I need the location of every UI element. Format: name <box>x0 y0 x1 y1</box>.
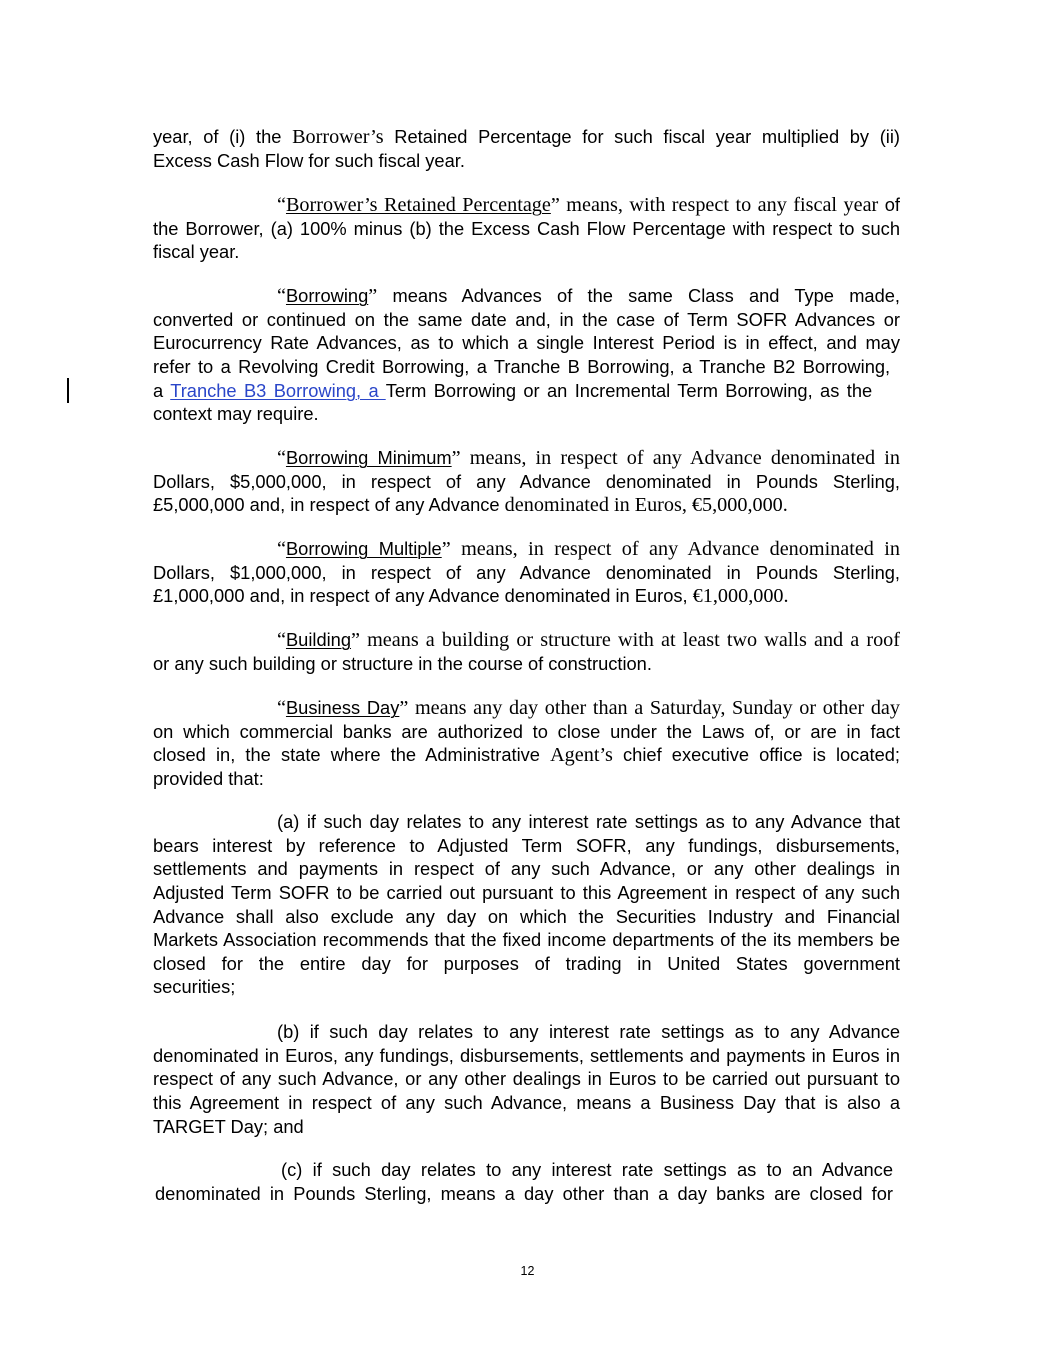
text-line: the Borrower, (a) 100% minus (b) the Excess Cash Flow Percentage with respect to such <box>153 217 900 239</box>
open-quote: “ <box>277 538 286 561</box>
page-number: 12 <box>520 1264 535 1278</box>
defined-term: Business Day <box>285 697 400 719</box>
text-line <box>153 446 900 470</box>
text-line: Adjusted Term SOFR to be carried out pursuant to this Agreement in respect of any such <box>153 881 900 903</box>
text-segment: Agent’s <box>550 744 613 767</box>
text-line: respect of any such Advance, or any other dealings in Euros to be carried out pursuant to <box>153 1068 900 1090</box>
text-line: Dollars, $1,000,000, in respect of any Advance denominated in Pounds Sterling, <box>153 561 900 583</box>
definition-borrowers-retained-percentage <box>153 193 900 264</box>
close-quote: ” <box>368 285 378 308</box>
text-segment: Retained Percentage for such fiscal year multiplied by (ii) <box>383 126 900 148</box>
text-line <box>153 584 900 608</box>
text-line <box>153 193 900 217</box>
text-line: denominated in Pounds Sterling, means a day other than a day banks are closed for <box>155 1182 893 1204</box>
text-line: Markets Association recommends that the fixed income departments of the its members be <box>153 929 900 951</box>
defined-term: Borrowing <box>285 285 369 307</box>
text-line: denominated in Euros, any fundings, disbursements, settlements and payments in Euros in <box>153 1044 900 1066</box>
defined-term: Borrowing Multiple <box>285 538 442 560</box>
text-line <box>153 628 900 652</box>
definition-borrowing-multiple <box>153 537 900 608</box>
open-quote: “ <box>277 194 286 217</box>
text-line: converted or continued on the same date and, in the case of Term SOFR Advances or <box>153 308 900 330</box>
text-segment: ” means a building or structure with at least two walls and a roof <box>351 629 900 652</box>
text-segment: €1,000,000. <box>692 585 789 608</box>
text-line: fiscal year. <box>153 241 240 263</box>
text-line: (a) if such day relates to any interest rate settings as to any Advance that <box>277 811 900 833</box>
text-line: context may require. <box>153 403 319 425</box>
text-line: on which commercial banks are authorized to close under the Laws of, or are in fact <box>153 720 900 742</box>
text-line: TARGET Day; and <box>153 1115 304 1137</box>
text-line: closed for the entire day for purposes of trading in United States government <box>153 952 900 974</box>
text-line <box>153 379 900 403</box>
text-segment: Term Borrowing or an Incremental Term Borrowing, as the <box>385 379 873 401</box>
text-line: bears interest by reference to Adjusted Term SOFR, any fundings, disbursements, <box>153 834 900 856</box>
text-segment: ” means, in respect of any Advance denominated in <box>451 447 900 470</box>
text-line: securities; <box>153 976 236 998</box>
text-line <box>153 743 900 767</box>
text-line: (c) if such day relates to any interest rate settings as to an Advance <box>281 1159 893 1181</box>
text-segment: year, of (i) the <box>153 126 293 148</box>
text-segment: ” means, in respect of any Advance denominated in <box>441 538 901 561</box>
text-segment: denominated in Euros, €5,000,000. <box>504 494 788 517</box>
text-segment: chief executive office is located; <box>612 744 900 766</box>
text-line: Advance shall also exclude any day on which the Securities Industry and Financial <box>153 905 900 927</box>
defined-term: Borrower’s Retained Percentage <box>285 194 551 217</box>
text-line: (b) if such day relates to any interest rate settings as to any Advance <box>277 1021 900 1043</box>
text-line <box>153 537 900 561</box>
text-segment: Borrower’s <box>292 126 384 149</box>
text-line <box>153 493 900 517</box>
definition-borrowing <box>153 284 900 426</box>
text-line: or any such building or structure in the course of construction. <box>153 652 652 674</box>
text-line <box>153 125 900 149</box>
definition-business-day <box>153 696 900 790</box>
text-segment: ” means, with respect to any fiscal year <box>550 194 885 217</box>
definition-borrowing-minimum <box>153 446 900 517</box>
text-line: Excess Cash Flow for such fiscal year. <box>153 149 465 171</box>
text-segment: means Advances of the same Class and Type made, <box>377 285 900 307</box>
text-line <box>153 284 900 308</box>
inserted-text: Tranche B3 Borrowing, a <box>170 379 386 401</box>
defined-term: Building <box>285 629 352 651</box>
text-segment: a <box>153 379 171 401</box>
text-line: provided that: <box>153 767 264 789</box>
clause-c <box>155 1158 893 1205</box>
open-quote: “ <box>277 285 286 308</box>
text-line: Eurocurrency Rate Advances, as to which a single Interest Period is in effect, and may <box>153 332 900 354</box>
clause-b <box>153 1020 900 1138</box>
definition-building <box>153 628 900 675</box>
clause-a <box>153 810 900 999</box>
open-quote: “ <box>277 697 286 720</box>
open-quote: “ <box>277 629 286 652</box>
text-segment: closed in, the state where the Administrative <box>153 744 551 766</box>
text-line: Dollars, $5,000,000, in respect of any Advance denominated in Pounds Sterling, <box>153 470 900 492</box>
text-line: refer to a Revolving Credit Borrowing, a Tranche B Borrowing, a Tranche B2 Borrowing, <box>153 355 891 377</box>
text-segment: ” means any day other than a Saturday, Sunday or other day <box>399 697 900 720</box>
text-segment: £5,000,000 and, in respect of any Advance <box>153 494 505 516</box>
text-line: this Agreement in respect of any such Advance, means a Business Day that is also a <box>153 1091 900 1113</box>
text-segment: of <box>884 194 901 216</box>
text-segment: £1,000,000 and, in respect of any Advance denominated in Euros, <box>153 585 693 607</box>
paragraph-carryover <box>153 125 900 172</box>
open-quote: “ <box>277 447 286 470</box>
text-line: settlements and payments in respect of any such Advance, or any other dealings in <box>153 858 900 880</box>
text-line <box>153 696 900 720</box>
change-bar <box>67 378 69 403</box>
defined-term: Borrowing Minimum <box>285 447 452 469</box>
